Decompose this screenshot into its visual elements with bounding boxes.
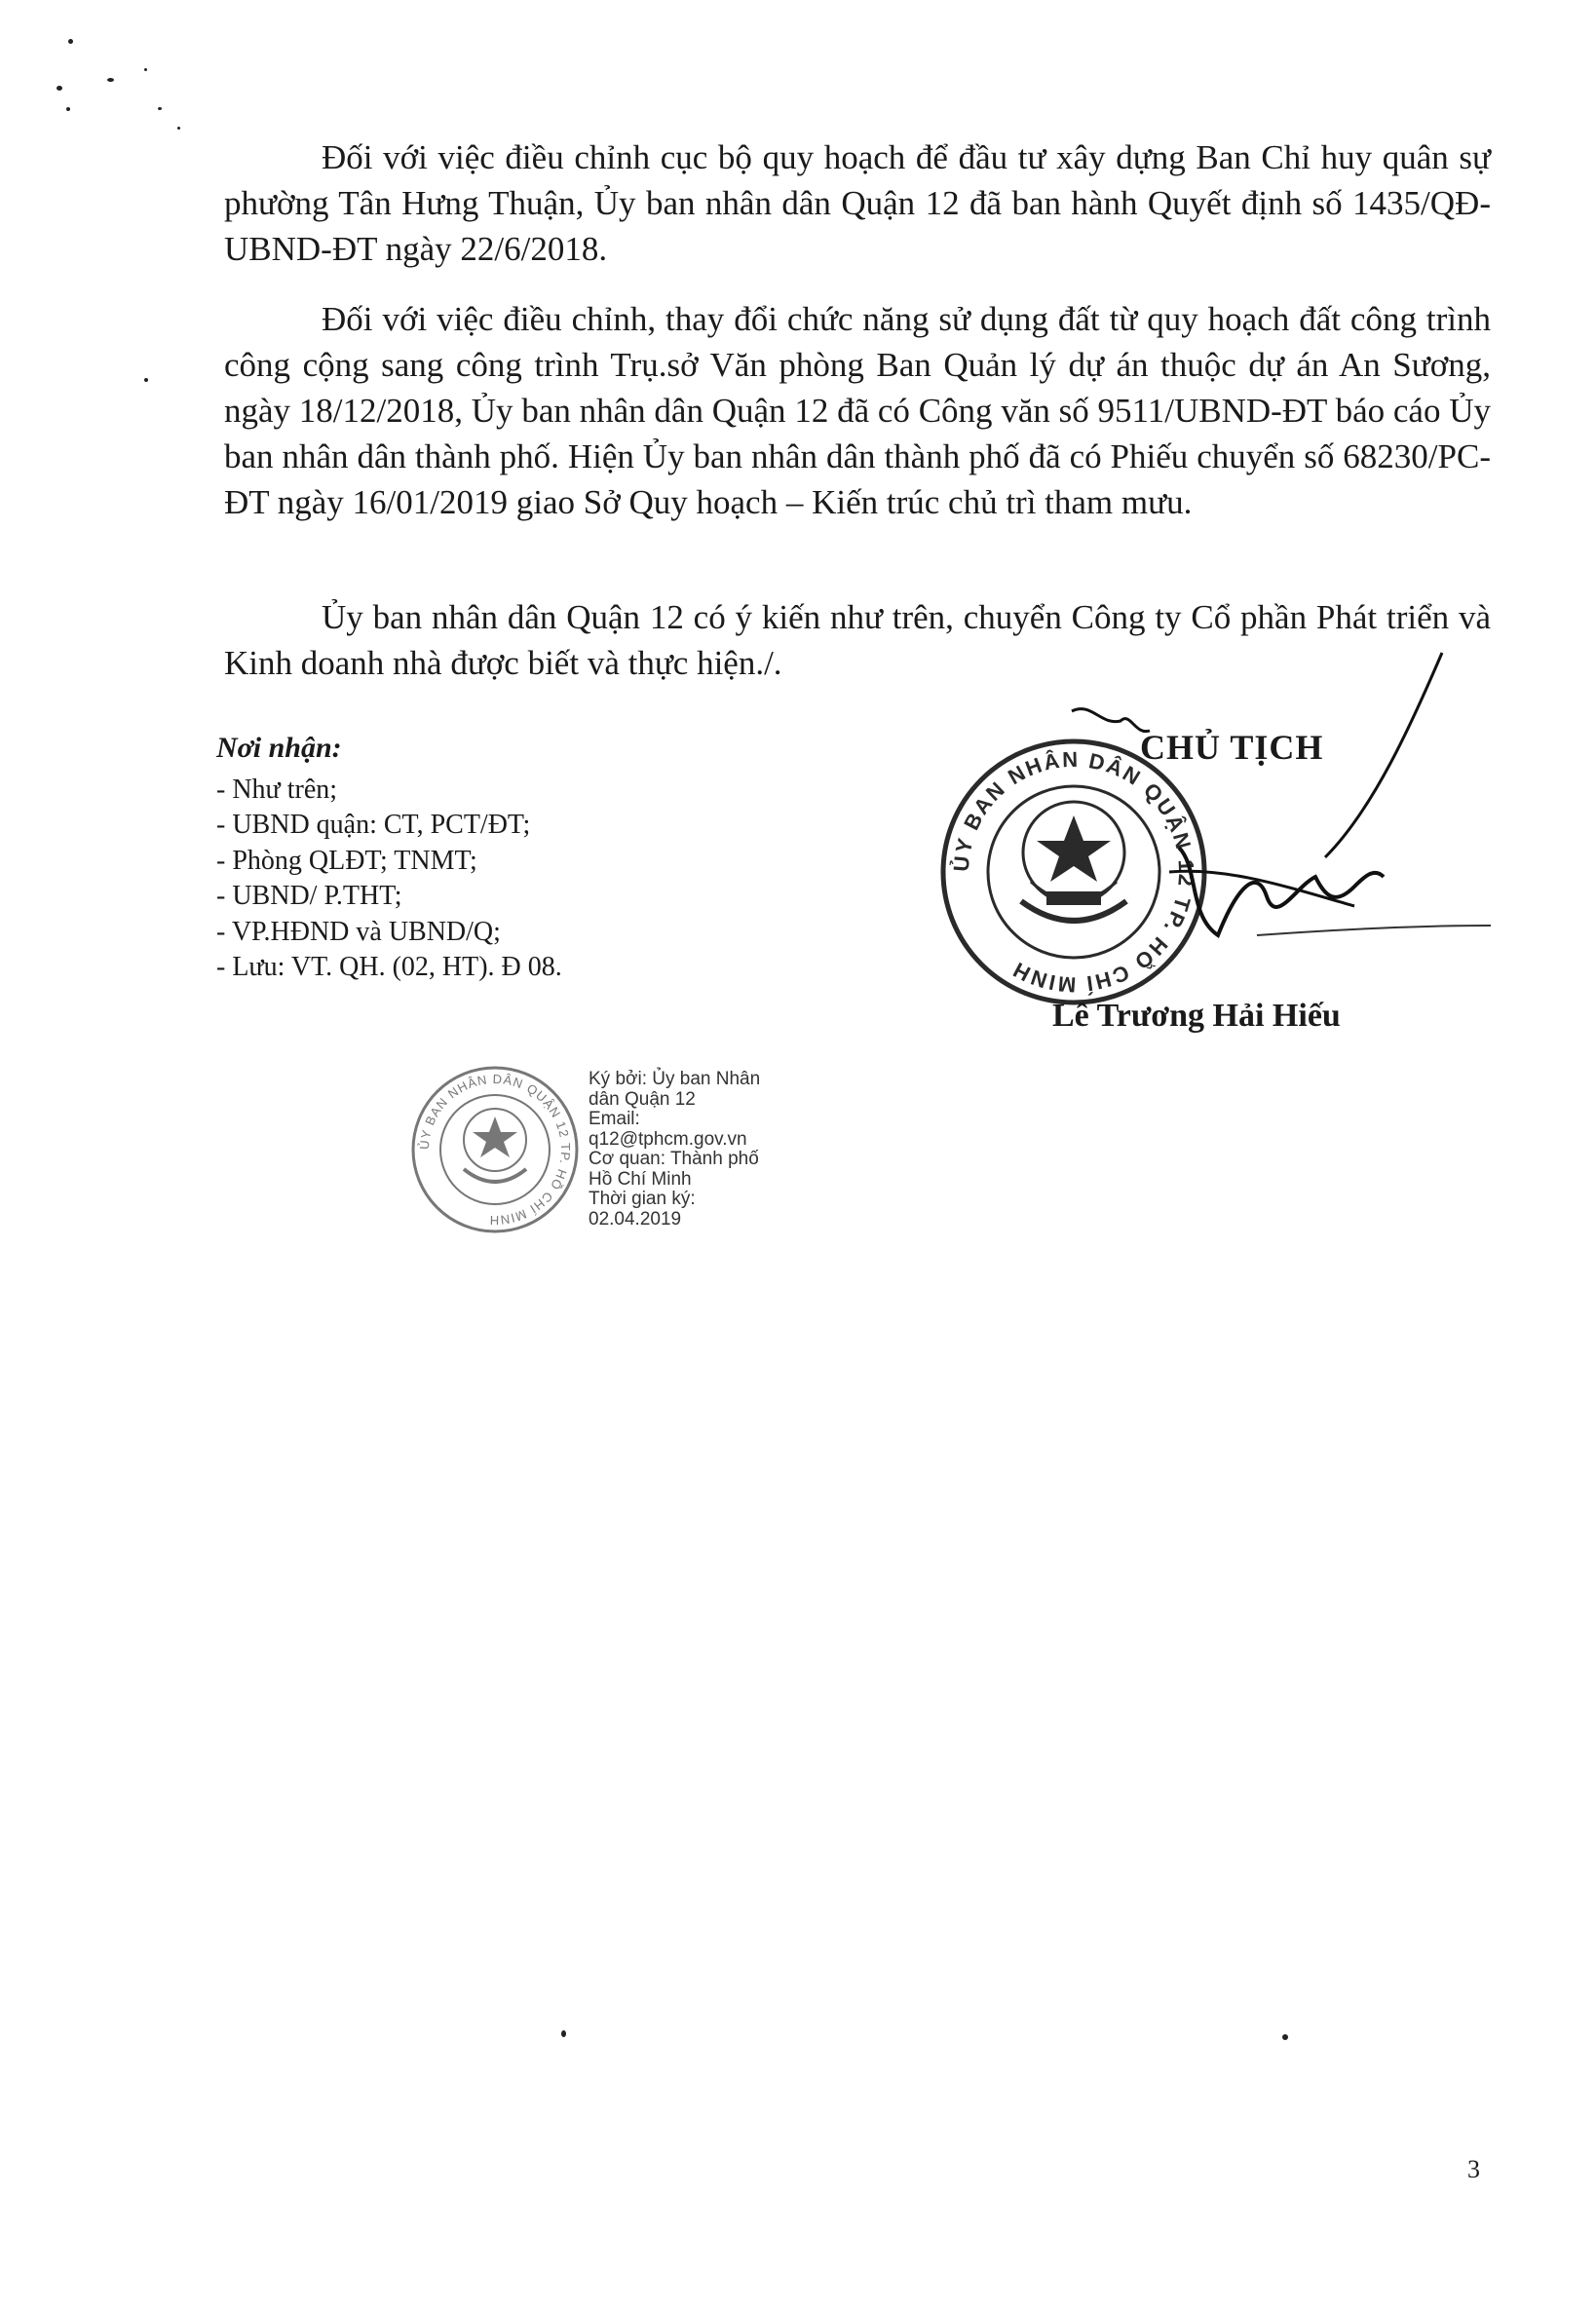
scan-speck — [177, 127, 180, 130]
scan-speck — [144, 378, 148, 382]
recipients-block — [216, 731, 562, 986]
digital-signature-line: Hồ Chí Minh — [589, 1168, 692, 1190]
recipient-item: - UBND quận: CT, PCT/ĐT; — [216, 810, 531, 840]
signer-name: Lê Trương Hải Hiếu — [1052, 998, 1341, 1034]
digital-signature-line: dân Quận 12 — [589, 1088, 696, 1110]
digital-signature-line: q12@tphcm.gov.vn — [589, 1128, 747, 1150]
scan-speck — [561, 2030, 566, 2037]
scan-speck — [1282, 2034, 1288, 2040]
scan-speck — [144, 68, 147, 71]
paragraph-conclusion: Ủy ban nhân dân Quận 12 có ý kiến như trên, chuyển Công ty Cổ phần Phát triển và Kinh doanh nhà được biết và thực hiện./. — [224, 598, 1491, 682]
recipient-item: - UBND/ P.THT; — [216, 881, 402, 911]
recipient-item: - VP.HĐND và UBND/Q; — [216, 916, 501, 947]
paragraph-adjustment-local-planning: Đối với việc điều chỉnh cục bộ quy hoạch để đầu tư xây dựng Ban Chỉ huy quân sự phường Tân Hưng Thuận, Ủy ban nhân dân Quận 12 đã ban hành Quyết định số 1435/QĐ-UBND-ĐT ngày 22/6/2018. — [224, 138, 1491, 268]
scan-speck — [68, 39, 73, 44]
page-number: 3 — [1467, 2155, 1480, 2183]
scan-speck — [107, 78, 114, 82]
digital-seal-icon — [407, 1062, 583, 1237]
digital-signature-line: Email: — [589, 1109, 640, 1129]
scan-speck — [158, 107, 162, 110]
handwritten-signature-icon — [1033, 643, 1539, 1013]
signer-title: CHỦ TỊCH — [1140, 728, 1324, 767]
digital-signature-line: Cơ quan: Thành phố — [589, 1149, 759, 1169]
scan-speck — [66, 107, 70, 111]
paragraph-land-use-change: Đối với việc điều chỉnh, thay đổi chức năng sử dụng đất từ quy hoạch đất công trình công cộng sang công trình Trụ.sở Văn phòng Ban Quản lý dự án thuộc dự án An Sương, ngày 18/12/2018, Ủy ban nhân dân Quận 12 đã có Công văn số 9511/UBND-ĐT báo cáo Ủy ban nhân dân thành phố. Hiện Ủy ban nhân dân thành phố đã có Phiếu chuyển số 68230/PC-ĐT ngày 16/01/2019 giao Sở Quy hoạch – Kiến trúc chủ trì tham mưu. — [224, 300, 1491, 521]
recipient-item: - Phòng QLĐT; TNMT; — [216, 845, 477, 876]
scan-speck — [57, 86, 62, 91]
digital-signature-line: Thời gian ký: — [589, 1189, 696, 1209]
digital-seal-ring-text: ỦY BAN NHÂN DÂN QUẬN 12 TP. HỒ CHÍ MINH — [416, 1071, 574, 1229]
recipient-item: - Lưu: VT. QH. (02, HT). Đ 08. — [216, 952, 562, 982]
digital-signature-line: 02.04.2019 — [589, 1208, 682, 1230]
seal-ring-text: ỦY BAN NHÂN DÂN QUẬN 12 TP. HỒ CHÍ MINH — [948, 746, 1199, 998]
digital-signature-line: Ký bởi: Ủy ban Nhân — [589, 1069, 761, 1089]
digital-signature-info — [589, 1070, 803, 1230]
recipients-heading: Nơi nhận: — [216, 732, 342, 764]
recipient-item: - Như trên; — [216, 774, 338, 805]
